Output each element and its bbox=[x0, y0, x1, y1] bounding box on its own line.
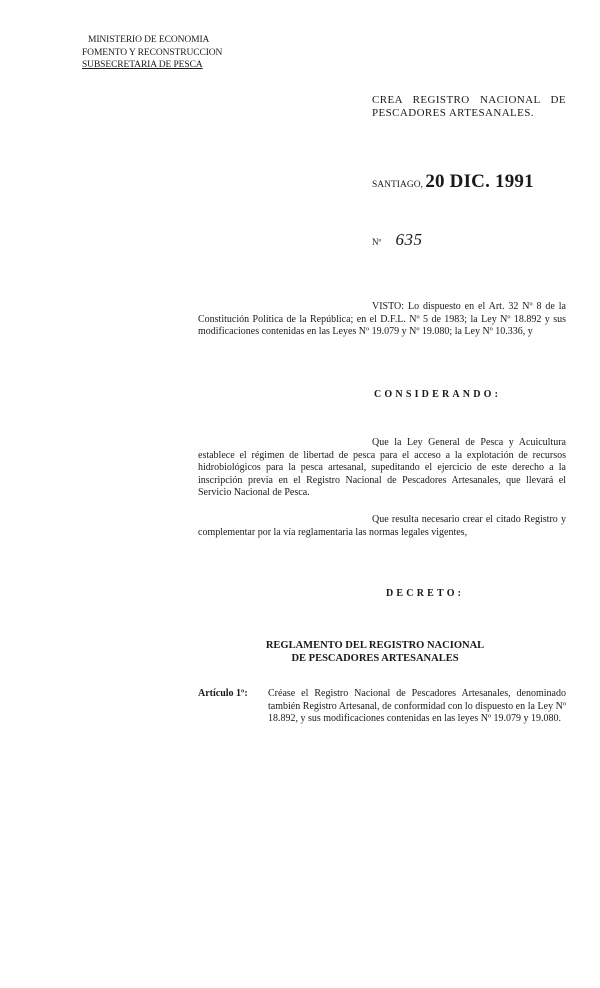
decree-number bbox=[372, 230, 423, 250]
article-1-label: Artículo 1º: bbox=[198, 688, 248, 699]
undersecretariat-name: SUBSECRETARIA DE PESCA bbox=[82, 60, 203, 70]
number-label: Nº bbox=[372, 237, 382, 247]
place-date bbox=[372, 171, 534, 193]
decree-date: 20 DIC. 1991 bbox=[425, 171, 534, 192]
considerando-heading: CONSIDERANDO: bbox=[374, 389, 502, 400]
considerando-paragraph-2: Que resulta necesario crear el citado Registro y complementar por la vía reglamentaria las normas legales vigentes, bbox=[198, 514, 566, 538]
ministry-header bbox=[82, 34, 242, 72]
decree-subject: CREA REGISTRO NACIONAL DE PESCADORES ARTESANALES. bbox=[372, 94, 566, 119]
reglamento-title-line-1: REGLAMENTO DEL REGISTRO NACIONAL bbox=[265, 640, 485, 651]
reglamento-title bbox=[230, 639, 520, 665]
city-label: SANTIAGO, bbox=[372, 180, 423, 190]
decreto-heading: DECRETO: bbox=[386, 588, 465, 599]
considerando-paragraph-1: Que la Ley General de Pesca y Acuicultura establece el régimen de libertad de pesca para el acceso a la explotación de recursos hidrobiológicos para la pesca artesanal, supeditando el ejercicio de este derecho a la inscripción previa en el Registro Nacional de Pescadores Artesanales, que llevará el Servicio Nacional de Pesca. bbox=[198, 437, 566, 498]
reglamento-title-line-2: DE PESCADORES ARTESANALES bbox=[291, 653, 459, 664]
number-value: 635 bbox=[395, 230, 423, 249]
visto-paragraph: VISTO: Lo dispuesto en el Art. 32 Nº 8 de la Constitución Política de la República; en el D.F.L. Nº 5 de 1983; la Ley Nº 18.892 y sus modificaciones contenidas en las Leyes Nº 19.079 y Nº 19.080; la Ley Nº 10.336, y bbox=[198, 301, 566, 337]
ministry-subname: FOMENTO Y RECONSTRUCCION bbox=[82, 47, 223, 58]
ministry-name: MINISTERIO DE ECONOMIA bbox=[88, 35, 210, 45]
article-1-text: Créase el Registro Nacional de Pescadores Artesanales, denominado también Registro Artesanal, de conformidad con lo dispuesto en la Ley Nº 18.892, y sus modificaciones contenidas en las leyes Nº 19.079 y 19.080. bbox=[268, 688, 566, 724]
